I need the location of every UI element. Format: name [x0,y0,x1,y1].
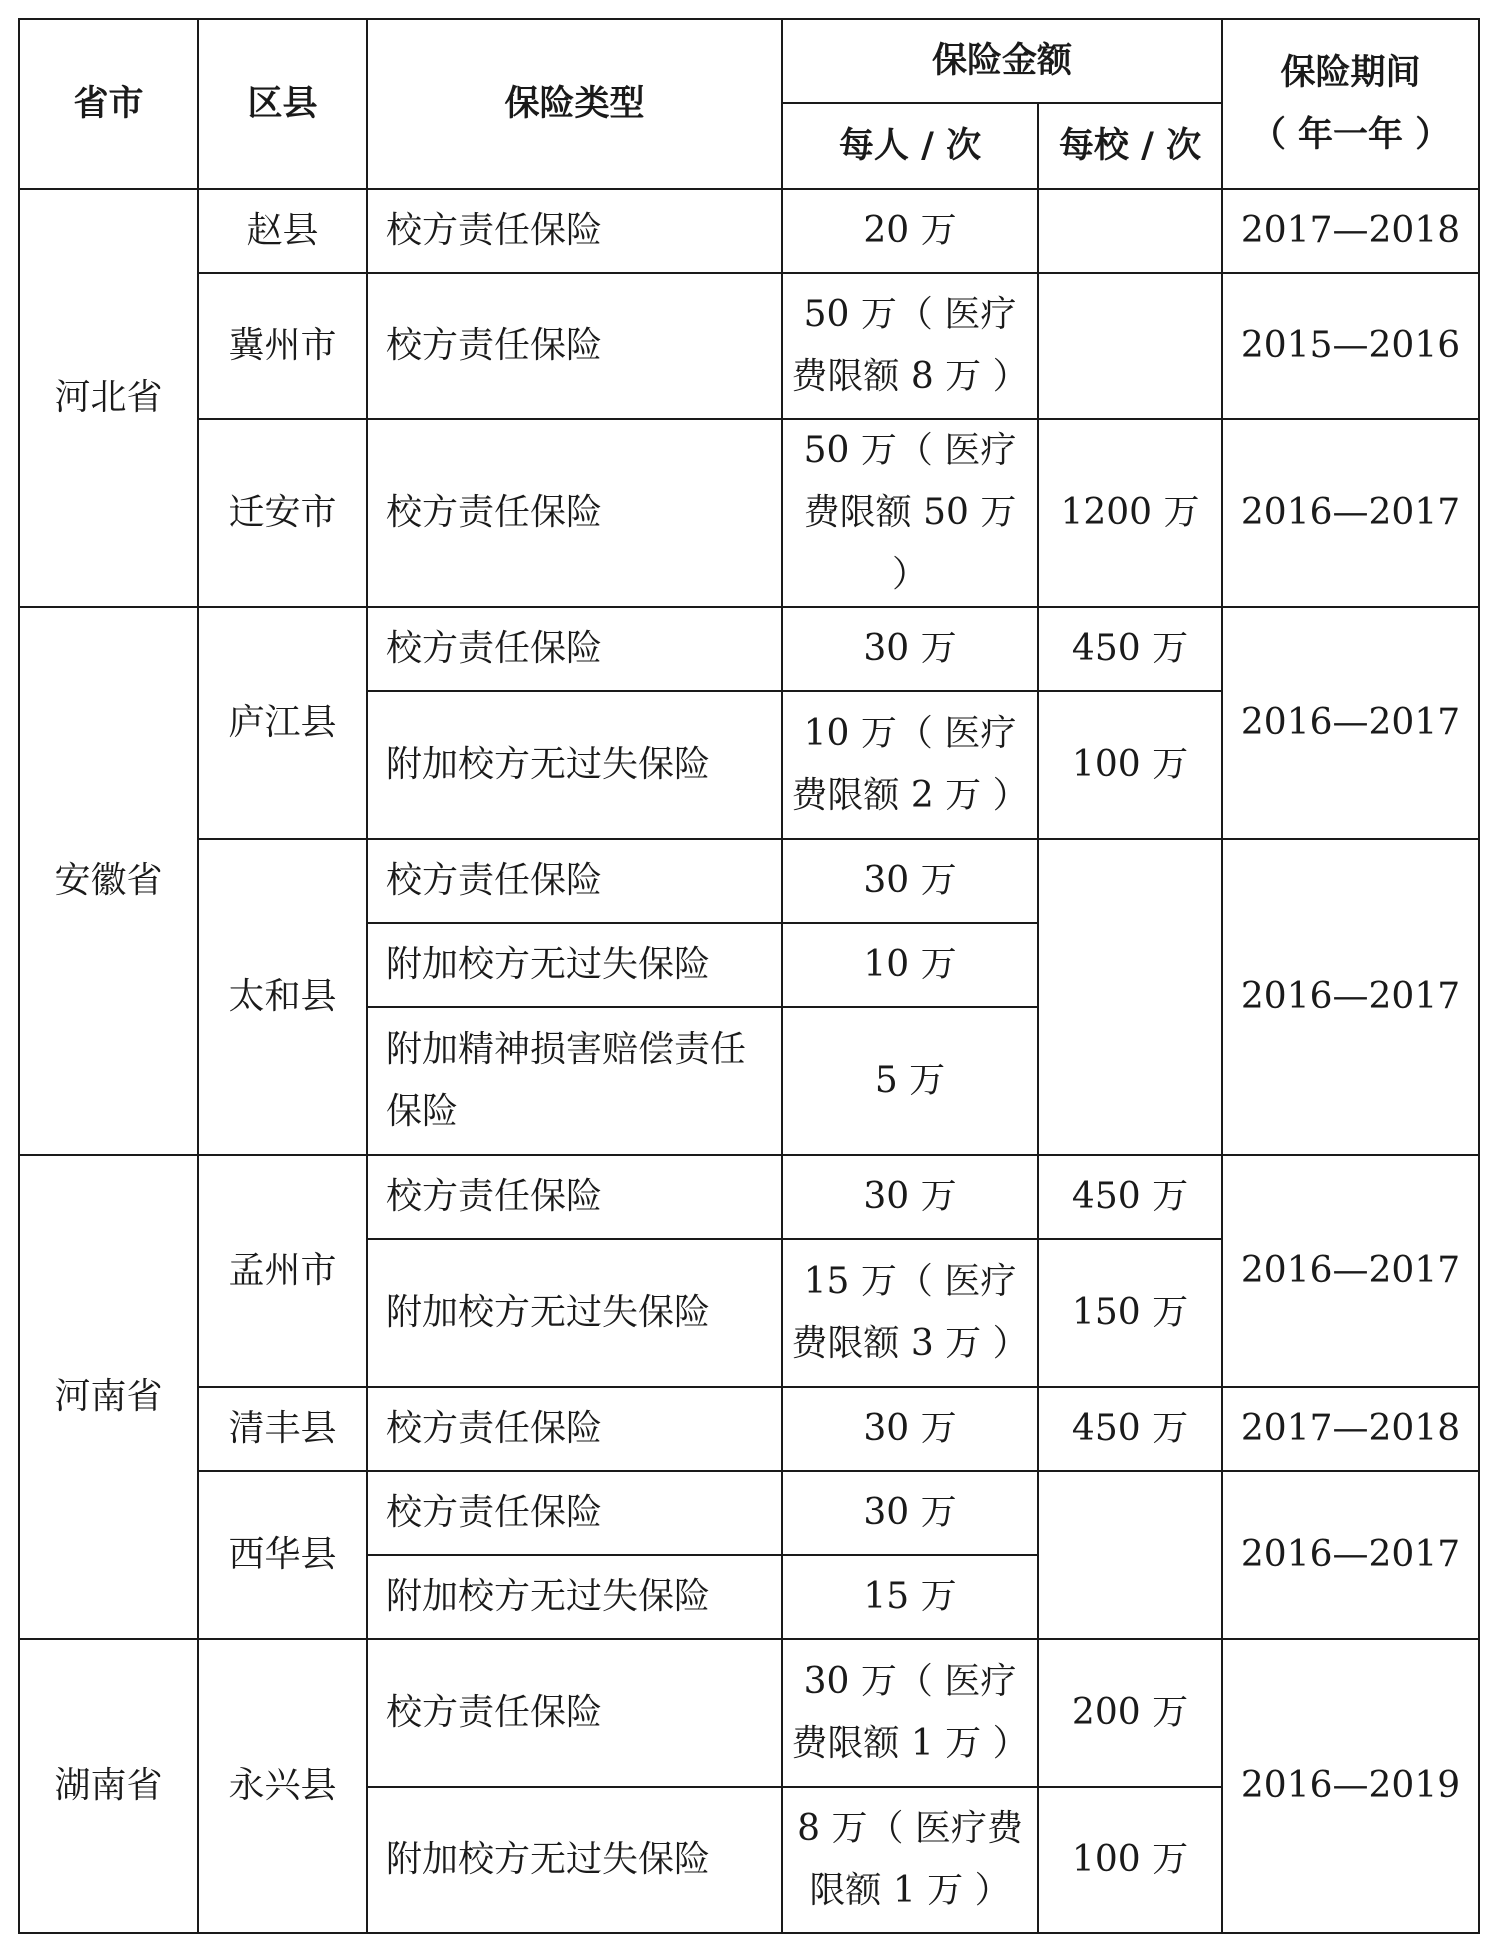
per-person-amount-cell: 15 万（ 医疗费限额 3 万 ） [782,1239,1038,1387]
per-school-amount-cell: 100 万 [1038,1787,1222,1933]
per-person-amount-cell: 50 万（ 医疗费限额 50 万 ） [782,419,1038,607]
county-cell: 太和县 [198,839,367,1155]
header-period [1222,19,1479,189]
insurance-table [18,18,1480,1934]
header-insurance-type: 保险类型 [367,19,782,189]
insurance-type-cell: 校方责任保险 [367,273,782,419]
per-person-amount-cell: 50 万（ 医疗费限额 8 万 ） [782,273,1038,419]
header-row-1 [19,19,1479,103]
per-person-amount-cell: 30 万 [782,607,1038,691]
insurance-type-cell: 附加精神损害赔偿责任保险 [367,1007,782,1155]
period-cell: 2016—2019 [1222,1639,1479,1933]
header-period-line2: （ 年一年 ） [1250,115,1451,155]
per-school-amount-cell: 450 万 [1038,607,1222,691]
insurance-type-cell: 校方责任保险 [367,419,782,607]
header-per-person: 每人 / 次 [782,103,1038,189]
province-cell: 河北省 [19,189,198,607]
insurance-type-cell: 校方责任保险 [367,1155,782,1239]
insurance-type-cell: 附加校方无过失保险 [367,923,782,1007]
per-school-amount-cell: 150 万 [1038,1239,1222,1387]
header-amount: 保险金额 [782,19,1222,103]
per-school-amount-cell: 450 万 [1038,1155,1222,1239]
header-province: 省市 [19,19,198,189]
per-school-amount-cell [1038,189,1222,273]
per-school-amount-cell: 100 万 [1038,691,1222,839]
county-cell: 清丰县 [198,1387,367,1471]
insurance-type-cell: 校方责任保险 [367,1387,782,1471]
county-cell: 孟州市 [198,1155,367,1387]
header-county: 区县 [198,19,367,189]
period-cell: 2016—2017 [1222,607,1479,839]
period-cell: 2015—2016 [1222,273,1479,419]
insurance-type-cell: 校方责任保险 [367,839,782,923]
table-row [19,1471,1479,1555]
insurance-type-cell: 附加校方无过失保险 [367,1239,782,1387]
per-person-amount-cell: 10 万（ 医疗费限额 2 万 ） [782,691,1038,839]
period-cell: 2016—2017 [1222,839,1479,1155]
table-row [19,419,1479,607]
per-person-amount-cell: 30 万 [782,1471,1038,1555]
per-person-amount-cell: 15 万 [782,1555,1038,1639]
per-person-amount-cell: 10 万 [782,923,1038,1007]
per-school-amount-cell [1038,1471,1222,1639]
insurance-type-cell: 附加校方无过失保险 [367,1555,782,1639]
county-cell: 庐江县 [198,607,367,839]
per-person-amount-cell: 20 万 [782,189,1038,273]
period-cell: 2016—2017 [1222,1471,1479,1639]
table-row [19,189,1479,273]
per-person-amount-cell: 30 万 [782,1155,1038,1239]
county-cell: 迁安市 [198,419,367,607]
table-row [19,273,1479,419]
county-cell: 赵县 [198,189,367,273]
table-row [19,607,1479,691]
table-row [19,839,1479,923]
period-cell: 2016—2017 [1222,419,1479,607]
insurance-type-cell: 附加校方无过失保险 [367,1787,782,1933]
table-row [19,1155,1479,1239]
county-cell: 永兴县 [198,1639,367,1933]
per-school-amount-cell: 200 万 [1038,1639,1222,1787]
period-cell: 2017—2018 [1222,1387,1479,1471]
header-period-line1: 保险期间 [1280,53,1421,93]
header-per-school: 每校 / 次 [1038,103,1222,189]
province-cell: 河南省 [19,1155,198,1639]
per-school-amount-cell: 1200 万 [1038,419,1222,607]
county-cell: 冀州市 [198,273,367,419]
table-row [19,1387,1479,1471]
per-school-amount-cell: 450 万 [1038,1387,1222,1471]
per-school-amount-cell [1038,839,1222,1155]
province-cell: 安徽省 [19,607,198,1155]
insurance-type-cell: 校方责任保险 [367,607,782,691]
per-person-amount-cell: 30 万 [782,1387,1038,1471]
insurance-type-cell: 校方责任保险 [367,1639,782,1787]
insurance-type-cell: 附加校方无过失保险 [367,691,782,839]
per-person-amount-cell: 5 万 [782,1007,1038,1155]
per-school-amount-cell [1038,273,1222,419]
insurance-type-cell: 校方责任保险 [367,189,782,273]
county-cell: 西华县 [198,1471,367,1639]
per-person-amount-cell: 30 万（ 医疗费限额 1 万 ） [782,1639,1038,1787]
period-cell: 2017—2018 [1222,189,1479,273]
per-person-amount-cell: 30 万 [782,839,1038,923]
table-row [19,1639,1479,1787]
per-person-amount-cell: 8 万（ 医疗费限额 1 万 ） [782,1787,1038,1933]
province-cell: 湖南省 [19,1639,198,1933]
period-cell: 2016—2017 [1222,1155,1479,1387]
insurance-type-cell: 校方责任保险 [367,1471,782,1555]
